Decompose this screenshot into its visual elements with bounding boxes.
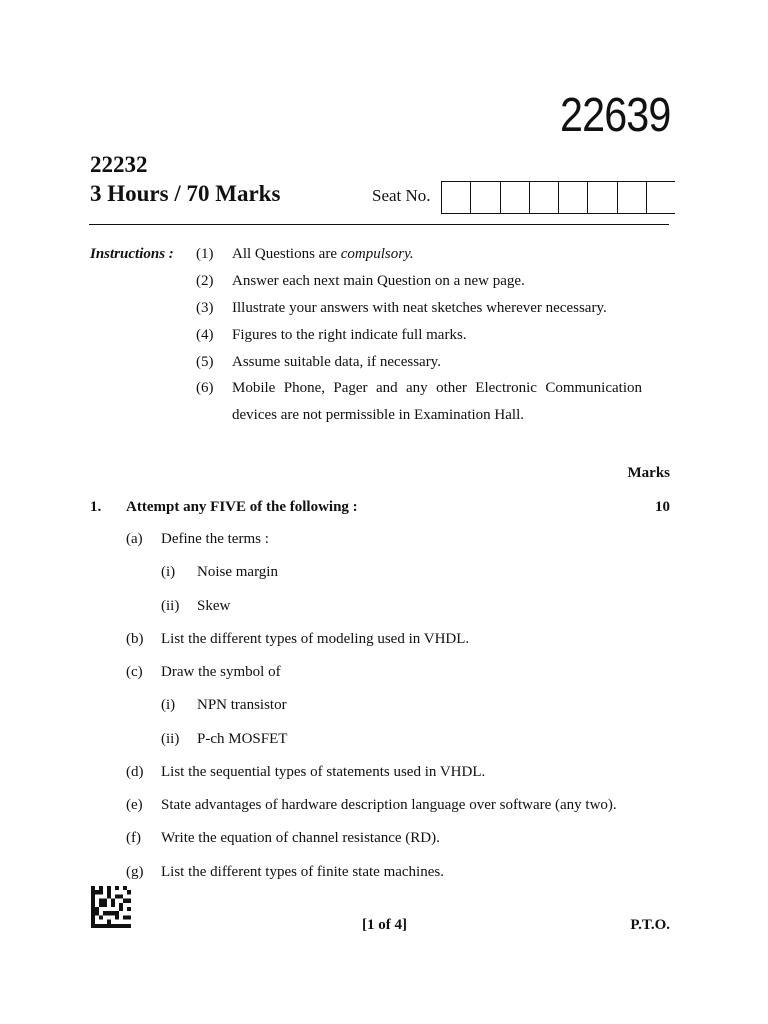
instruction-text-continued: devices are not permissible in Examination Hall.	[232, 407, 525, 423]
sub-question-label: (g)	[126, 864, 144, 880]
please-turn-over: P.T.O.	[630, 917, 670, 933]
datamatrix-barcode	[91, 886, 131, 928]
instruction-text: Mobile Phone, Pager and any other Electronic Communication	[232, 380, 642, 396]
seat-number-label: Seat No.	[372, 186, 431, 205]
sub-question-text: List the sequential types of statements used in VHDL.	[161, 764, 486, 780]
instruction-number: (3)	[196, 300, 214, 316]
sub-part-text: Noise margin	[197, 564, 278, 580]
instruction-text	[232, 246, 414, 263]
seat-box[interactable]	[558, 182, 587, 213]
seat-box[interactable]	[470, 182, 499, 213]
instruction-text: Answer each next main Question on a new page.	[232, 273, 525, 289]
instruction-text-emphasis: compulsory.	[340, 246, 414, 262]
sub-question-label: (d)	[126, 764, 144, 780]
instruction-number: (4)	[196, 327, 214, 343]
instruction-text: Assume suitable data, if necessary.	[232, 354, 441, 370]
sub-question-text: List the different types of finite state machines.	[161, 864, 444, 880]
seat-number-boxes[interactable]	[441, 181, 675, 214]
instruction-number: (1)	[196, 246, 214, 262]
marks-column-heading: Marks	[627, 465, 670, 481]
sub-question-text: Write the equation of channel resistance (RD).	[161, 830, 440, 846]
sub-part-text: NPN transistor	[197, 697, 287, 713]
sub-part-label: (i)	[161, 564, 176, 580]
sub-part-text: Skew	[197, 598, 231, 614]
seat-box[interactable]	[646, 182, 675, 213]
instruction-text-plain: All Questions are	[232, 246, 341, 262]
seat-box[interactable]	[441, 182, 470, 213]
sub-part-label: (ii)	[161, 731, 180, 747]
sub-question-label: (b)	[126, 631, 144, 647]
sub-question-label: (e)	[126, 797, 143, 813]
page-number: [1 of 4]	[362, 917, 407, 933]
question-number: 1.	[90, 499, 102, 515]
instruction-number: (5)	[196, 354, 214, 370]
sub-question-label: (a)	[126, 531, 143, 547]
paper-code: 22639	[560, 89, 671, 142]
seat-box[interactable]	[500, 182, 529, 213]
subject-code: 22232	[90, 152, 148, 177]
header-divider	[89, 224, 669, 225]
instructions-heading: Instructions :	[90, 246, 174, 262]
sub-part-label: (i)	[161, 697, 176, 713]
question-marks: 10	[655, 499, 670, 515]
sub-part-label: (ii)	[161, 598, 180, 614]
seat-box[interactable]	[529, 182, 558, 213]
instruction-number: (6)	[196, 380, 214, 396]
sub-question-text: Define the terms :	[161, 531, 269, 547]
sub-question-label: (c)	[126, 664, 143, 680]
seat-box[interactable]	[617, 182, 646, 213]
instruction-text: Figures to the right indicate full marks.	[232, 327, 467, 343]
seat-box[interactable]	[587, 182, 616, 213]
sub-question-label: (f)	[126, 830, 141, 846]
question-text: Attempt any FIVE of the following :	[126, 499, 358, 515]
duration-marks: 3 Hours / 70 Marks	[90, 181, 281, 206]
instruction-text: Illustrate your answers with neat sketches wherever necessary.	[232, 300, 607, 316]
sub-part-text: P-ch MOSFET	[197, 731, 288, 747]
instruction-number: (2)	[196, 273, 214, 289]
sub-question-text: List the different types of modeling used in VHDL.	[161, 631, 470, 647]
sub-question-text: State advantages of hardware description language over software (any two).	[161, 797, 617, 813]
sub-question-text: Draw the symbol of	[161, 664, 281, 680]
